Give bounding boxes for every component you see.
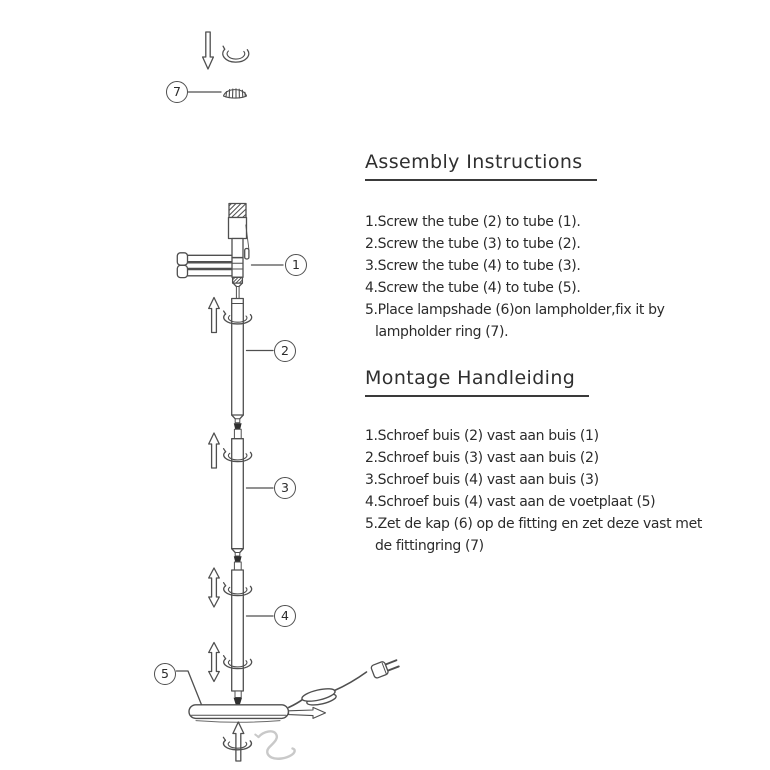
montage-step-4: 4.Schroef buis (4) vast aan de voetplaat (5) [365,494,656,510]
lampholder-ring-group [189,32,249,98]
montage-step-1: 1.Schroef buis (2) vast aan buis (1) [365,428,599,444]
assembly-step-5: 5.Place lampshade (6)on lampholder,fix it by lampholder ring (7). [365,302,665,340]
arm-end-bracket [177,265,187,277]
instructions-panel [365,150,707,557]
arm-end-bracket [177,253,187,265]
callout-1: 1 [285,254,307,276]
base-rotation-group [223,722,294,761]
assembly-instructions-english [365,150,707,343]
tube-2 [209,298,273,430]
callout-3: 3 [274,477,296,499]
montage-step-2: 2.Schroef buis (3) vast aan buis (2) [365,450,599,466]
tube-connector [234,423,242,429]
callout-4: 4 [274,605,296,627]
up-down-arrow-icon [209,643,220,682]
tube-1-lampholder-arm [177,204,283,299]
rotate-icon [223,46,249,62]
callout-5: 5 [154,663,176,685]
callout-2: 2 [274,340,296,362]
assembly-step-3: 3.Screw the tube (4) to tube (3). [365,258,581,274]
montage-step-5: 5.Zet de kap (6) op de fitting en zet deze vast met de fittingring (7) [365,516,702,554]
tube-3 [209,429,273,562]
swing-arm-bar [184,263,234,269]
tube-connector [234,556,242,562]
assembly-steps-dutch [365,425,707,557]
swing-arm-bar [184,270,234,276]
assembly-step-4: 4.Screw the tube (4) to tube (5). [365,280,581,296]
up-arrow-icon [233,722,244,761]
ring-part [224,89,247,98]
power-cord-group [289,657,400,708]
tube-4 [209,562,273,706]
assembly-title-dutch: Montage Handleiding [365,366,589,397]
power-plug-icon [370,657,399,679]
assembly-instructions-dutch [365,343,707,557]
up-arrow-icon [209,433,220,468]
swing-arm-bar [184,255,234,261]
assembly-step-2: 2.Screw the tube (3) to tube (2). [365,236,581,252]
down-arrow-icon [203,32,214,69]
callout-line-5 [177,671,202,705]
loose-cable [259,731,295,758]
montage-step-3: 3.Schroef buis (4) vast aan buis (3) [365,472,599,488]
up-down-arrow-icon [209,568,220,607]
base-plate [189,705,288,719]
assembly-steps-english [365,211,707,343]
assembly-title-english: Assembly Instructions [365,150,597,181]
side-pin [245,249,249,260]
callout-7: 7 [166,81,188,103]
up-arrow-icon [209,298,220,333]
right-arrow-icon [289,707,326,718]
lampholder-body [229,218,247,239]
assembly-step-1: 1.Screw the tube (2) to tube (1). [365,214,581,230]
